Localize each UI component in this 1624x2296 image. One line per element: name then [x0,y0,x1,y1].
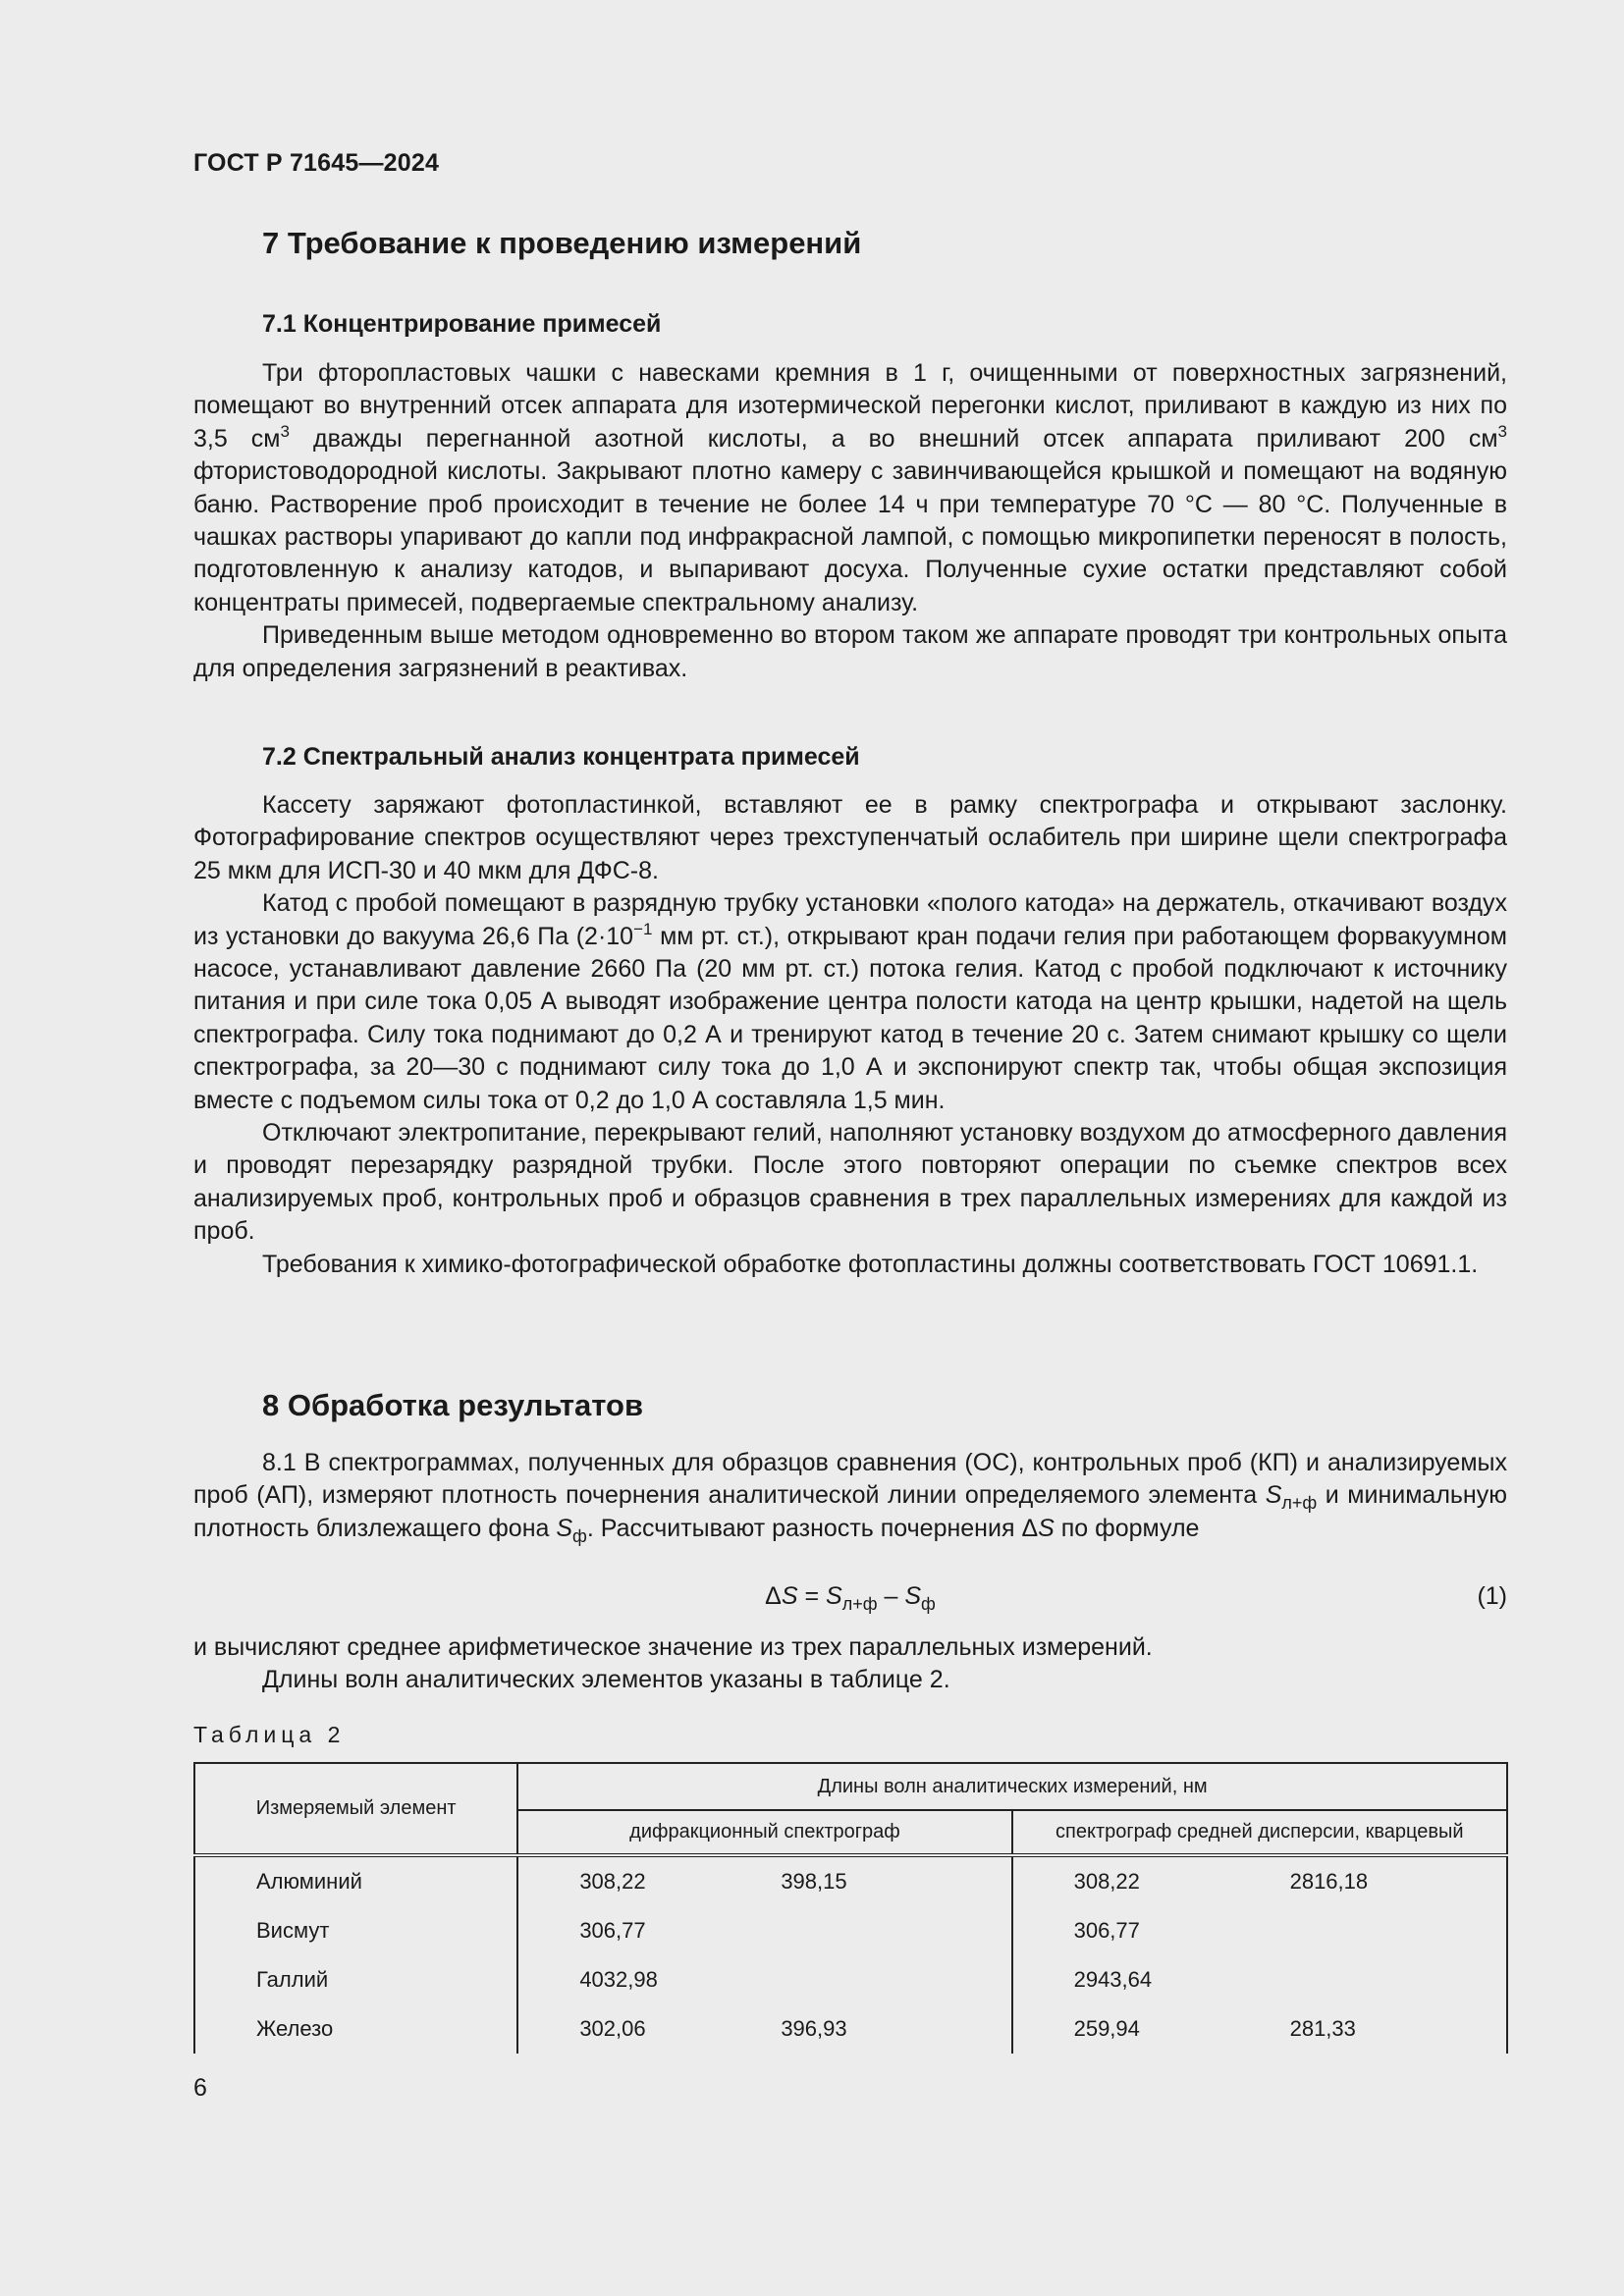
formula-1-row [193,1582,1507,1622]
paragraph-7-2-4: Требования к химико-фотографической обработке фотопластины должны соответствовать ГОСТ 10691.1. [262,1250,1479,1278]
wavelength-value: 4032,98 [579,1967,658,1992]
paragraph-7-1-2: Приведенным выше методом одновременно во втором таком же аппарате проводят три контрольных опыта для определения загрязнений в реактивах. [193,621,1507,682]
paragraph-8-1: 8.1 В спектрограммах, полученных для образцов сравнения (ОС), контрольных проб (КП) и анализируемых проб (АП), измеряют плотность почернения аналитической линии определяемого элемента $S_{л+ф}$ и минимальную плотность близлежащего фона $S_ф$. Рассчитывают разность почернения ΔS по формуле [193,1449,1507,1546]
section-8-heading: 8 Обработка результатов [262,1388,644,1422]
diffraction-values [517,1906,1011,1955]
quartz-values [1012,1955,1507,2004]
section-7-heading: 7 Требование к проведению измерений [262,226,862,260]
subsection-7-2-body [193,789,1507,1281]
section-8-1-body [193,1447,1507,1545]
table-row [194,1855,1507,1906]
wavelength-value: 308,22 [579,1869,646,1894]
table-2-caption: Таблица 2 [193,1722,346,1747]
wavelength-value: 398,15 [781,1869,847,1894]
wavelength-value: 306,77 [1073,1918,1140,1943]
document-code-header: ГОСТ Р 71645—2024 [193,149,440,177]
header-wavelengths: Длины волн аналитических измерений, нм [517,1763,1507,1810]
wavelength-value: 2816,18 [1289,1869,1369,1894]
element-name: Алюминий [194,1855,517,1906]
section-8-after-formula [193,1631,1507,1697]
quartz-values [1012,1855,1507,1906]
paragraph-7-2-1: Кассету заряжают фотопластинкой, вставляют ее в рамку спектрографа и открывают заслонку. Фотографирование спектров осуществляют через трехступенчатый ослабитель при ширине щели спектрографа 25 мкм для ИСП-30 и 40 мкм для ДФС-8. [193,791,1507,884]
paragraph-7-2-3: Отключают электропитание, перекрывают гелий, наполняют установку воздухом до атмосферного давления и проводят перезарядку разрядной трубки. После этого повторяют операции по съемке спектров всех анализируемых проб, контрольных проб и образцов сравнения в трех параллельных измерениях для каждой из проб. [193,1119,1507,1246]
formula-number: (1) [1477,1582,1507,1610]
element-name: Галлий [194,1955,517,2004]
wavelength-value: 302,06 [579,2016,646,2041]
wavelength-value: 2943,64 [1073,1967,1153,1992]
paragraph-7-2-2: Катод с пробой помещают в разрядную трубку установки «полого катода» на держатель, откачивают воздух из установки до вакуума 26,6 Па ($2\cdot 10^{-1}$ мм рт. ст.), открывают кран подачи гелия при работающем форвакуумном насосе, устанавливают давление 2660 Па (20 мм рт. ст.) потока гелия. Катод с пробой подключают к источнику питания и при силе тока 0,05 А выводят изображение центра полости катода на центр крышки, надетой на щель спектрографа. Силу тока поднимают до 0,2 А и тренируют катод в течение 20 с. Затем снимают крышку со щели спектрографа, за 20—30 с поднимают силу тока до 1,0 А и экспонируют спектр так, чтобы общая экспозиция вместе с подъемом силы тока от 0,2 до 1,0 А составляла 1,5 мин. [193,889,1507,1114]
subsection-7-2-heading: 7.2 Спектральный анализ концентрата примесей [262,743,860,771]
table-row [194,1955,1507,2004]
paragraph-7-1-1: Три фторопластовых чашки с навесками кремния в 1 г, очищенными от поверхностных загрязнений, помещают во внутренний отсек аппарата для изотермической перегонки кислот, приливают в каждую из них по 3,5 $см^3$ дважды перегнанной азотной кислоты, а во внешний отсек аппарата приливают 200 $см^3$ фтористоводородной кислоты. Закрывают плотно камеру с завинчивающейся крышкой и помещают на водяную баню. Растворение проб происходит в течение не более 14 ч при температуре 70 °С — 80 °С. Полученные в чашках растворы упаривают до капли под инфракрасной лампой, с помощью микропипетки переносят в полость, подготовленную к анализу катодов, и выпаривают досуха. Полученные сухие остатки представляют собой концентраты примесей, подвергаемые спектральному анализу. [193,359,1507,616]
table-row [194,2004,1507,2054]
quartz-values [1012,2004,1507,2054]
diffraction-values [517,1855,1011,1906]
wavelength-value: 396,93 [781,2016,847,2041]
table-row [194,1906,1507,1955]
header-quartz-spectrograph: спектрограф средней дисперсии, кварцевый [1012,1810,1507,1855]
wavelength-value: 308,22 [1073,1869,1140,1894]
diffraction-values [517,2004,1011,2054]
paragraph-8-3: Длины волн аналитических элементов указаны в таблице 2. [262,1666,950,1694]
wavelength-value: 306,77 [579,1918,646,1943]
paragraph-8-2: и вычисляют среднее арифметическое значение из трех параллельных измерений. [193,1633,1153,1661]
wavelength-table [193,1762,1508,2054]
header-diffraction-spectrograph: дифракционный спектрограф [517,1810,1011,1855]
wavelength-value: 281,33 [1289,2016,1356,2041]
header-measured-element: Измеряемый элемент [194,1763,517,1855]
subsection-7-1-heading: 7.1 Концентрирование примесей [262,310,662,338]
quartz-values [1012,1906,1507,1955]
element-name: Висмут [194,1906,517,1955]
formula-1: $\Delta S = S_{л+ф} - S_ф$ [765,1582,936,1614]
element-name: Железо [194,2004,517,2054]
wavelength-value: 259,94 [1073,2016,1140,2041]
diffraction-values [517,1955,1011,2004]
subsection-7-1-body [193,357,1507,685]
page-number: 6 [193,2074,207,2102]
